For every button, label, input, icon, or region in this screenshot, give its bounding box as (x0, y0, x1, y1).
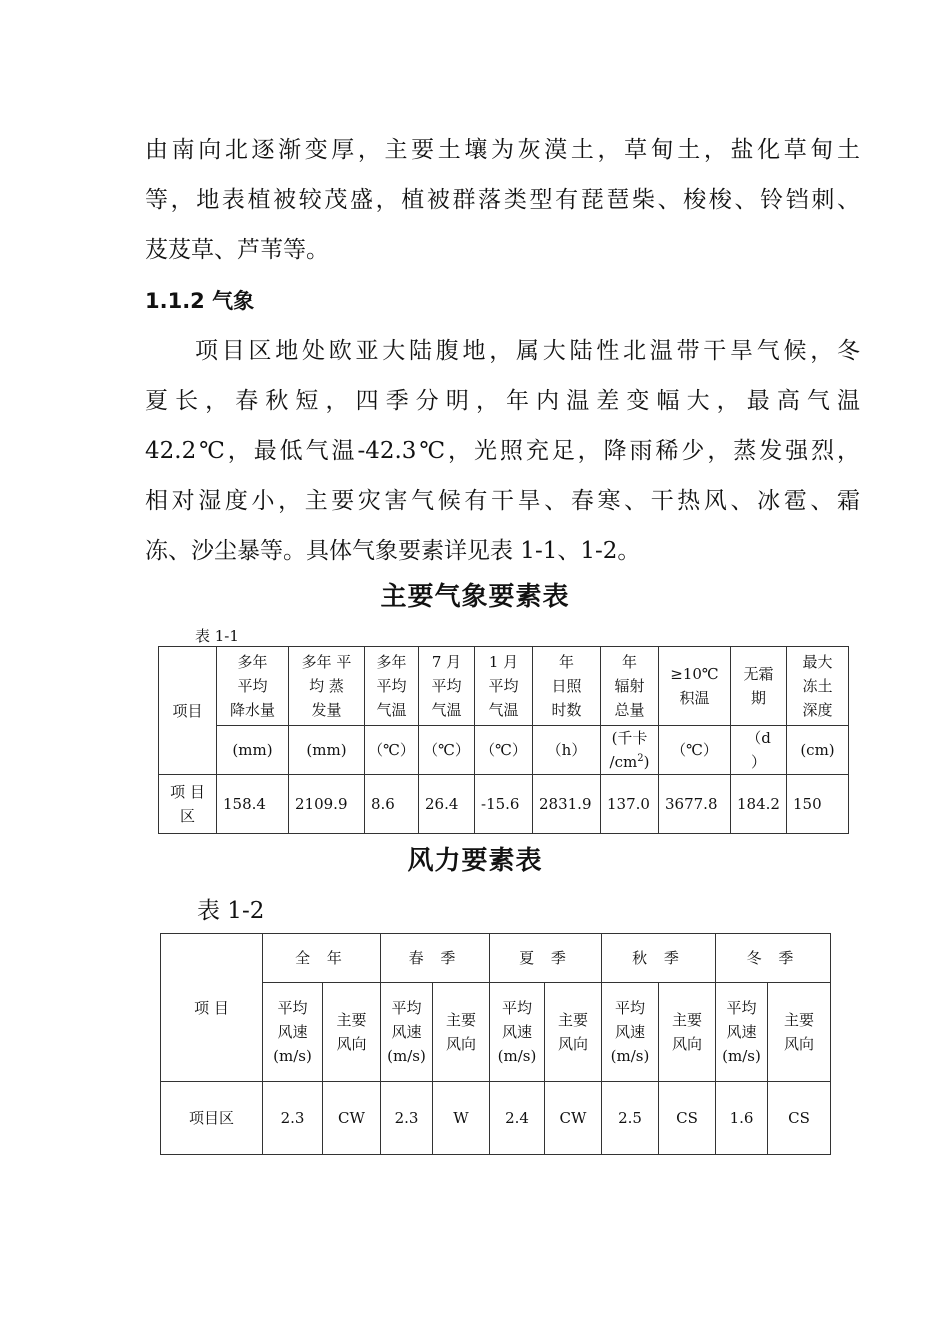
table2-season-header: 全 年 (263, 934, 381, 983)
paragraph-line: 夏长，春秋短，四季分明，年内温差变幅大，最高气温 (145, 388, 860, 414)
table1-unit-cell: （℃） (659, 726, 731, 775)
table2-speed-header: 平均 风速 (m/s) (263, 983, 323, 1082)
table2-direction-value: CW (323, 1082, 381, 1155)
table2-title: 风力要素表 (407, 846, 543, 876)
table1-header-cell: ≥10℃ 积温 (659, 647, 731, 726)
table1-header-cell: 无霜 期 (731, 647, 787, 726)
table1-value-cell: 3677.8 (659, 775, 731, 834)
table1-title: 主要气象要素表 (380, 582, 570, 612)
paragraph-line: 42.2℃，最低气温-42.3℃，光照充足，降雨稀少，蒸发强烈， (145, 438, 860, 464)
meteorological-table (158, 646, 849, 834)
table1-unit-cell: (mm) (217, 726, 289, 775)
table2-speed-value: 2.3 (263, 1082, 323, 1155)
soil-vegetation-paragraph (145, 125, 860, 275)
table1-value-cell: 158.4 (217, 775, 289, 834)
table1-header-cell: 年 日照 时数 (533, 647, 601, 726)
table1-value-cell: 184.2 (731, 775, 787, 834)
table1-value-cell: 8.6 (365, 775, 419, 834)
table1-value-cell: 2109.9 (289, 775, 365, 834)
table1-header-cell: 年 辐射 总量 (601, 647, 659, 726)
table2-speed-value: 2.3 (381, 1082, 433, 1155)
table1-value-cell: -15.6 (475, 775, 533, 834)
table1-value-cell: 2831.9 (533, 775, 601, 834)
table1-header-cell: 多年 平 均 蒸 发量 (289, 647, 365, 726)
table1-unit-cell: （℃） (475, 726, 533, 775)
table2-speed-value: 2.4 (490, 1082, 545, 1155)
table2-direction-header: 主要 风向 (433, 983, 490, 1082)
table2-speed-header: 平均 风速 (m/s) (490, 983, 545, 1082)
table1-unit-cell: （h） (533, 726, 601, 775)
table1-unit-cell: （d ） (731, 726, 787, 775)
table2-season-header: 冬 季 (716, 934, 831, 983)
paragraph-line: 由南向北逐渐变厚，主要土壤为灰漠土，草甸土，盐化草甸土 (145, 137, 860, 163)
table2-speed-header: 平均 风速 (m/s) (602, 983, 659, 1082)
table2-direction-header: 主要 风向 (545, 983, 602, 1082)
table2-row-header: 项 目 (161, 934, 263, 1082)
table1-header-cell: 7 月 平均 气温 (419, 647, 475, 726)
table1-value-cell: 26.4 (419, 775, 475, 834)
wind-table (160, 933, 831, 1155)
table2-season-header: 夏 季 (490, 934, 602, 983)
table2-direction-value: CS (659, 1082, 716, 1155)
table2-direction-header: 主要 风向 (659, 983, 716, 1082)
table2-direction-header: 主要 风向 (323, 983, 381, 1082)
table1-label: 表 1-1 (195, 627, 239, 645)
paragraph-line: 等，地表植被较茂盛，植被群落类型有琵琶柴、梭梭、铃铛刺、 (145, 187, 860, 213)
table1-unit-cell: (mm) (289, 726, 365, 775)
table1-header-cell: 最大 冻土 深度 (787, 647, 849, 726)
table1-header-cell: 多年 平均 气温 (365, 647, 419, 726)
table2-label: 表 1-2 (197, 898, 265, 924)
table2-speed-value: 2.5 (602, 1082, 659, 1155)
paragraph-line: 芨芨草、芦苇等。 (145, 237, 329, 263)
table2-direction-header: 主要 风向 (768, 983, 831, 1082)
table2-season-header: 秋 季 (602, 934, 716, 983)
climate-paragraph (145, 326, 860, 576)
paragraph-line: 冻、沙尘暴等。具体气象要素详见表 1-1、1-2。 (145, 538, 641, 564)
table1-unit-cell: (千卡 $/cm^2$) (601, 726, 659, 775)
table2-direction-value: CS (768, 1082, 831, 1155)
table1-header-cell: 多年 平均 降水量 (217, 647, 289, 726)
table1-unit-cell: (cm) (787, 726, 849, 775)
table2-direction-value: W (433, 1082, 490, 1155)
table1-row-header: 项目 (159, 647, 217, 775)
table1-value-cell: 137.0 (601, 775, 659, 834)
table2-season-header: 春 季 (381, 934, 490, 983)
table2-speed-value: 1.6 (716, 1082, 768, 1155)
table2-speed-header: 平均 风速 (m/s) (381, 983, 433, 1082)
table1-unit-cell: （℃） (365, 726, 419, 775)
table2-speed-header: 平均 风速 (m/s) (716, 983, 768, 1082)
table1-value-cell: 150 (787, 775, 849, 834)
table1-header-cell: 1 月 平均 气温 (475, 647, 533, 726)
table1-row-label: 项 目 区 (159, 775, 217, 834)
table1-unit-cell: （℃） (419, 726, 475, 775)
paragraph-line: 相对湿度小，主要灾害气候有干旱、春寒、干热风、冰雹、霜 (145, 488, 860, 514)
section-heading: 1.1.2 气象 (145, 289, 255, 313)
table2-row-label: 项目区 (161, 1082, 263, 1155)
table2-direction-value: CW (545, 1082, 602, 1155)
paragraph-line: 项目区地处欧亚大陆腹地，属大陆性北温带干旱气候，冬 (195, 338, 860, 364)
